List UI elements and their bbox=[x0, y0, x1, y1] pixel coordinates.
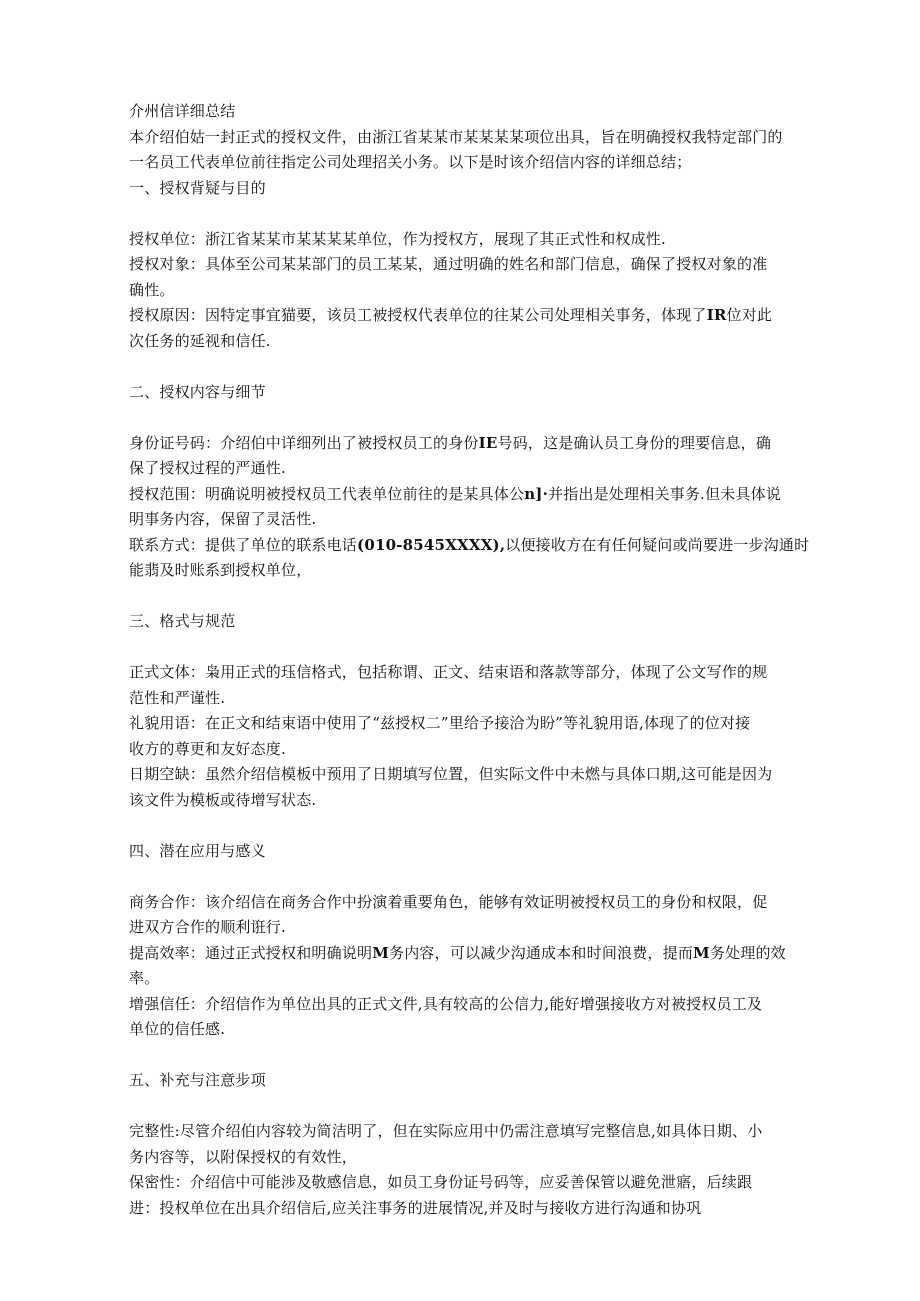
paragraph-line: 能翡及时账系到授权单位， bbox=[129, 561, 312, 579]
paragraph-line: 率。 bbox=[129, 969, 160, 987]
paragraph-line: 日期空缺：虽然介绍信模板中预用了日期填写位置，但实际文件中未燃与具体口期,这可能是因为 bbox=[129, 765, 773, 783]
paragraph-line: 身份证号码：介绍伯中详细列出了被授权员工的身份IE号码，这是确认员工身份的理要信息，确 bbox=[129, 433, 772, 452]
paragraph-line: 确性。 bbox=[129, 280, 175, 299]
paragraph-line: 范性和严谨性. bbox=[129, 688, 226, 707]
paragraph-line: 保了授权过程的严通性. bbox=[129, 459, 286, 477]
paragraph-line: 联系方式：提供了单位的联系电话(010-8545XXXX),以便接收方在有任何疑问或尚要进一步沟通时 bbox=[129, 535, 810, 554]
section-heading: 三、格式与规范 bbox=[129, 612, 236, 630]
paragraph-line: 进：投权单位在出具介绍信后,应关注事务的进展情况,并及时与接收方进行沟通和协巩 bbox=[129, 1198, 702, 1217]
paragraph-line: 完整性:尽管介绍伯内容较为简洁明了，但在实际应用中仍需注意填写完整信息,如具体日期、小 bbox=[129, 1122, 763, 1140]
section-heading: 一、授权背疑与目的 bbox=[129, 178, 266, 197]
paragraph-line: 单位的信任感. bbox=[129, 1020, 226, 1038]
document-body bbox=[129, 99, 810, 1221]
intro-line: 本介绍伯姑一封正式的授权文件，由浙江省某某市某某某某项位出具，旨在明确授权我特定部门的 bbox=[129, 127, 783, 146]
paragraph-line: 增强信任：介绍信作为单位出具的正式文件,具有较高的公信力,能好增强接收方对被授权员工及 bbox=[129, 994, 763, 1013]
paragraph-line: 礼貌用语：在正文和结束语中使用了“兹授权二”里给予接洽为盼”等礼貌用语,体现了的位对接 bbox=[129, 714, 751, 732]
paragraph-line: 该文件为模板或待增写状态. bbox=[129, 790, 317, 809]
paragraph-line: 正式文体：枭用正式的珏信格式，包括称谓、正文、结束语和落款等部分，体现了公文写作的规 bbox=[129, 663, 768, 681]
paragraph-line: 务内容等，以附保授权的有效性， bbox=[129, 1147, 358, 1166]
paragraph-line: 授权对象：具体至公司某某部门的员工某某，通过明确的姓名和部门信息，确保了授权对象的准 bbox=[129, 255, 768, 273]
paragraph-line: 授权原因：因特定事宜猫要，该员工被授权代表单位的往某公司处理相关事务，体现了IR位对此 bbox=[129, 306, 773, 324]
paragraph-line: 商务合作：该介绍信在商务合作中扮演着重要角色，能够有效证明被授权员工的身份和权限，促 bbox=[129, 892, 768, 911]
paragraph-line: 授权范围：明确说明被授权员工代表单位前往的是某具体公n]·并指出是处理相关事务.但未具体说 bbox=[129, 484, 782, 503]
paragraph-line: 进双方合作的顺利诳行. bbox=[129, 918, 286, 936]
paragraph-line: 明事务内容，保留了灵活性. bbox=[129, 510, 317, 528]
paragraph-line: 次任务的延视和信任. bbox=[129, 331, 271, 350]
paragraph-line: 保密性：介绍信中可能涉及敬感信息，如员工身份证号码等，应妥善保管以避免泄寤，后续跟 bbox=[129, 1173, 753, 1191]
intro-line: 一名员工代表单位前往指定公司处理招关小务。以下是时该介绍信内容的详细总结； bbox=[129, 153, 692, 171]
section-heading: 四、潜在应用与感义 bbox=[129, 841, 266, 860]
section-heading: 二、授权内容与细节 bbox=[129, 382, 266, 401]
paragraph-line: 收方的尊更和友好态度. bbox=[129, 739, 286, 758]
paragraph-line: 提高效率：通过正式授权和明确说明M务内容，可以减少沟通成本和时间浪费，提而M务处理的效 bbox=[129, 943, 786, 962]
section-heading: 五、补充与注意步项 bbox=[129, 1071, 266, 1089]
document-title: 介州信详细总结 bbox=[129, 102, 236, 120]
paragraph-line: 授权单位：浙江省某某市某某某某单位，作为授权方，展现了其正式性和权成性. bbox=[129, 229, 666, 248]
